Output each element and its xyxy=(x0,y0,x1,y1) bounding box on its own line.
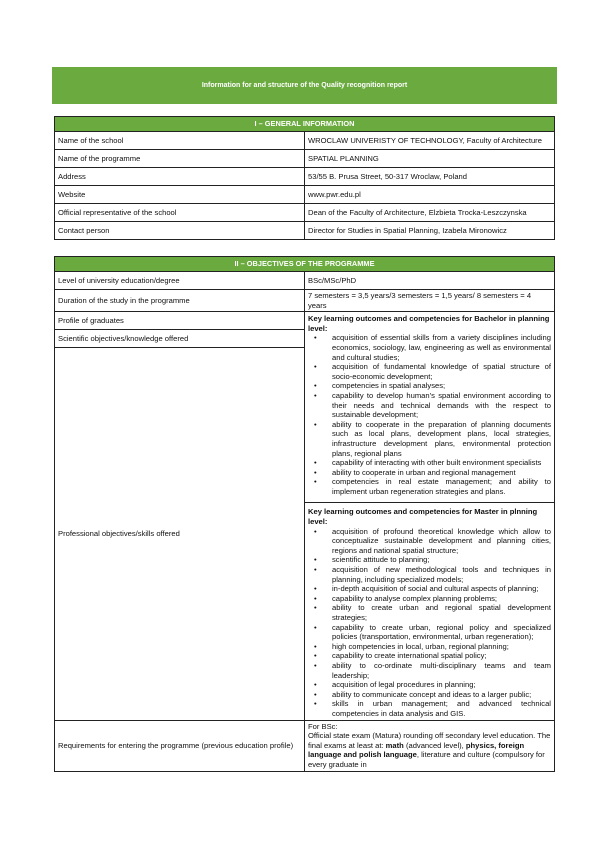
list-item: • ability to cooperate in the preparation of planning documents such as local plans, development plans, local strategies, infrastructure development plans, environmental protection plans, regional plans xyxy=(308,420,551,458)
professional-objectives-label: Professional objectives/skills offered xyxy=(55,348,305,720)
requirements-heading: For BSc: xyxy=(308,721,338,731)
table-row xyxy=(55,272,555,290)
general-information-header: I – GENERAL INFORMATION xyxy=(55,117,555,132)
list-item: • high competencies in local, urban, regional planning; xyxy=(308,642,551,652)
programme-name-label: Name of the programme xyxy=(55,150,305,168)
list-item: • scientific attitude to planning; xyxy=(308,555,551,565)
study-duration-label: Duration of the study in the programme xyxy=(55,290,305,312)
list-item: • competencies in spatial analyses; xyxy=(308,381,551,391)
website-label: Website xyxy=(55,186,305,204)
list-item: • ability to cooperate in urban and regional management xyxy=(308,468,551,478)
objectives-header-row xyxy=(55,257,555,272)
official-representative-value: Dean of the Faculty of Architecture, Elzbieta Trocka-Leszczynska xyxy=(305,204,555,222)
entry-requirements-value xyxy=(305,720,555,771)
entry-requirements-label: Requirements for entering the programme (previous education profile) xyxy=(55,720,305,771)
official-representative-label: Official representative of the school xyxy=(55,204,305,222)
list-item: • capability to develop human’s spatial environment according to their needs and technical demands with the respect to sustainable development; xyxy=(308,391,551,420)
list-item: • acquisition of fundamental knowledge of spatial structure of socio-economic development; xyxy=(308,362,551,381)
list-item: • acquisition of new methodological tools and techniques in planning, including specialized models; xyxy=(308,565,551,584)
requirements-text xyxy=(308,731,551,769)
table-row xyxy=(55,720,555,771)
general-information-header-row xyxy=(55,117,555,132)
table-row xyxy=(55,204,555,222)
report-title: Information for and structure of the Quality recognition report xyxy=(201,82,408,89)
general-information-table xyxy=(54,116,555,240)
bachelor-outcomes-title: Key learning outcomes and competencies for Bachelor in planning level: xyxy=(308,314,550,333)
website-value: www.pwr.edu.pl xyxy=(305,186,555,204)
objectives-header: II – OBJECTIVES OF THE PROGRAMME xyxy=(55,257,555,272)
table-row xyxy=(55,312,555,330)
learning-outcomes-cell xyxy=(305,312,555,720)
master-outcomes-title: Key learning outcomes and competencies for Master in plnning level: xyxy=(308,507,538,527)
table-row xyxy=(55,150,555,168)
education-level-value: BSc/MSc/PhD xyxy=(305,272,555,290)
list-item: • capability of interacting with other built environment specialists xyxy=(308,458,551,468)
table-row xyxy=(55,132,555,150)
table-row xyxy=(55,186,555,204)
school-name-value: WROCLAW UNIVERISTY OF TECHNOLOGY, Faculty of Architecture xyxy=(305,132,555,150)
list-item: • acquisition of essential skills from a variety disciplines including economics, sociology, law, engineering as well as environmental and cultural studies; xyxy=(308,333,551,362)
table-row xyxy=(55,222,555,240)
requirements-subjects: physics, foreign language and polish language xyxy=(308,740,525,760)
list-item: • competencies in real estate management; and ability to implement urban regeneration strategies and plans. xyxy=(308,477,551,496)
contact-person-value: Director for Studies in Spatial Planning, Izabela Mironowicz xyxy=(305,222,555,240)
list-item: • capability to create urban, regional policy and specialized policies (transportation, environmental, urban regeneration); xyxy=(308,623,551,642)
list-item: • capability to analyse complex planning problems; xyxy=(308,594,551,604)
requirements-text-part: Official state exam (Matura) rounding off secondary level education. The final exams at least at: xyxy=(308,731,551,750)
requirements-text-part: , literature and culture (compulsory for every graduate in xyxy=(308,750,545,769)
study-duration-value: 7 semesters = 3,5 years/3 semesters = 1,5 years/ 8 semesters = 4 years xyxy=(305,290,555,312)
report-title-banner xyxy=(52,67,557,104)
requirements-text-part: (advanced level), xyxy=(403,740,466,750)
programme-name-value: SPATIAL PLANNING xyxy=(305,150,555,168)
table-row xyxy=(55,290,555,312)
list-item: • ability to co-ordinate multi-disciplinary teams and team leadership; xyxy=(308,661,551,680)
programme-objectives-table xyxy=(54,256,555,772)
graduate-profile-label: Profile of graduates xyxy=(55,312,305,330)
address-label: Address xyxy=(55,168,305,186)
list-item: • acquisition of profound theoretical knowledge which allow to conceptualize sustainable development and planning cities, regions and national spatial structure; xyxy=(308,527,551,556)
list-item: • capability to create international spatial policy; xyxy=(308,651,551,661)
list-item: • skills in urban management; and advanced technical competencies in data analysis and GIS. xyxy=(308,699,551,718)
table-row xyxy=(55,168,555,186)
list-item: • ability to create urban and regional spatial development strategies; xyxy=(308,603,551,622)
list-item: • ability to communicate concept and ideas to a larger public; xyxy=(308,690,551,700)
master-outcomes-list xyxy=(308,527,551,719)
education-level-label: Level of university education/degree xyxy=(55,272,305,290)
list-item: • in-depth acquisition of social and cultural aspects of planning; xyxy=(308,584,551,594)
bachelor-outcomes-list xyxy=(308,333,551,496)
address-value: 53/55 B. Prusa Street, 50-317 Wroclaw, Poland xyxy=(305,168,555,186)
school-name-label: Name of the school xyxy=(55,132,305,150)
requirements-math: math xyxy=(385,740,404,750)
contact-person-label: Contact person xyxy=(55,222,305,240)
list-item: • acquisition of legal procedures in planning; xyxy=(308,680,551,690)
section-divider xyxy=(305,502,554,503)
scientific-objectives-label: Scientific objectives/knowledge offered xyxy=(55,330,305,348)
